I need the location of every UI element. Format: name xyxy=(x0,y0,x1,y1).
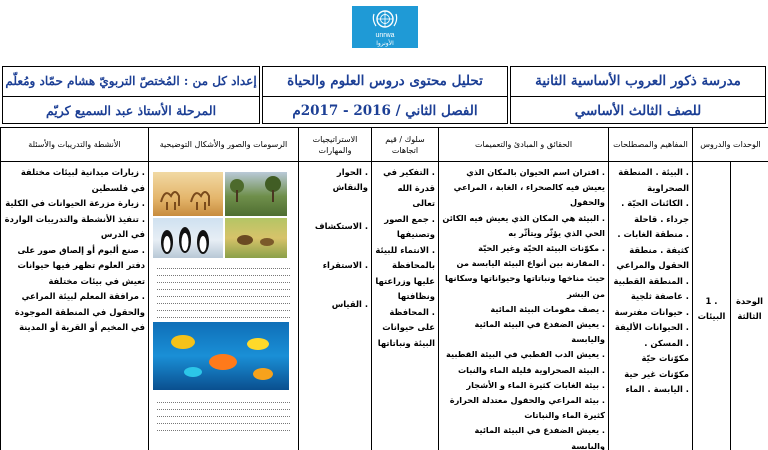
col-header-units: الوحدات والدروس xyxy=(693,128,768,162)
strategies-cell xyxy=(299,162,372,450)
grade-name: للصف الثالث الأساسي xyxy=(511,96,765,124)
content-analysis-table xyxy=(0,127,768,450)
lesson-cell xyxy=(693,162,731,450)
prepared-by: إعداد كل من : المُختصّ التربويّ هشام حمّاد ومُعلّم xyxy=(5,74,257,88)
activity-item: . صنع ألبوم أو إلصاق صور على دفتر العلوم تظهر فيها حيوانات تعيش في بيئات مختلفة xyxy=(17,244,145,286)
fact-item: . يصف مقومات البيئة المائية xyxy=(490,303,605,314)
document-header xyxy=(0,66,768,124)
activity-item: . تنفيذ الأنشطة والتدريبات الواردة في الدرس xyxy=(4,213,145,239)
lesson-name: . 1 البيئات xyxy=(697,295,726,322)
concept-item: . حيوانات مفترسة . الحيوانات الأليفة xyxy=(614,306,689,332)
col-header-strategies: الاستراتيجيات والمهارات xyxy=(299,128,372,162)
activity-item: . مرافقة المعلم لبيئة المراعي والحقول في المنطقة الموجودة في المخيم أو القرية أو المدينة xyxy=(14,291,145,332)
strategy-item: . الاستقراء xyxy=(322,260,368,270)
concept-item: . منطقة الغابات . كثيفة . منطقة الحقول والمراعي xyxy=(616,229,689,270)
fact-item: . اقتران اسم الحيوان بالمكان الذي يعيش فيه كالصحراء ، الغابة ، المراعي والحقول xyxy=(453,167,605,208)
col-header-facts: الحقائق و المبادئ والتعميمات xyxy=(439,128,609,162)
fact-item: . البيئة الصحراوية قليلة الماء والنبات xyxy=(457,364,605,375)
savanna-image xyxy=(225,172,287,216)
col-header-values: سلوك / قيم اتجاهات xyxy=(372,128,439,162)
logo-text-ar: الأونروا xyxy=(376,39,394,47)
fact-item: . يعيش الضفدع في البيئة المائية واليابسة xyxy=(474,319,605,345)
penguins-image xyxy=(153,218,223,258)
fact-item: . البيئة هي المكان الذي يعيش فيه الكائن الحي الذي يؤثّر ويتأثّر به xyxy=(442,212,605,238)
concepts-cell xyxy=(609,162,693,450)
activities-cell xyxy=(1,162,149,450)
fact-item: . بيئة المراعي والحقول معتدلة الحرارة كثيرة الماء والنباتات xyxy=(449,395,605,421)
desert-camels-image xyxy=(153,172,223,216)
wildlife-field-image xyxy=(225,218,287,258)
facts-cell xyxy=(439,162,609,450)
unrwa-logo xyxy=(352,6,418,48)
fact-item: . يعيش الدب القطبي في البيئة القطبية xyxy=(446,349,605,360)
fact-item: . المقارنة بين أنواع البيئة اليابسة من حيث مناخها ونباتاتها وحيواناتها وسكانها من البشر xyxy=(445,258,605,299)
subject-title: تحليل محتوى دروس العلوم والحياة xyxy=(287,73,483,89)
strategy-item: . الاستكشاف xyxy=(314,221,368,231)
col-header-activities: الأنشطة والتدريبات والأسئلة xyxy=(1,128,149,162)
value-item: . جمع الصور وتصنيفها xyxy=(384,213,435,239)
activity-item: . زيارة مزرعة الحيوانات في الكلية xyxy=(5,198,145,208)
strategy-item: . القياس xyxy=(331,299,368,309)
header-school-box xyxy=(510,66,766,124)
concept-item: . المنطقة القطبية . عاصفة ثلجية xyxy=(613,275,689,301)
col-header-illustrations: الرسومات والصور والأشكال التوضيحية xyxy=(149,128,299,162)
semester: الفصل الثاني / 2016 - 2017م xyxy=(263,96,507,124)
fact-item: . بيئة الغابات كثيرة الماء و الأشجار xyxy=(466,379,605,390)
aquatic-fish-image xyxy=(153,322,289,390)
concept-item: . المسكن . مكوّنات حيّة مكوّنات غير حية xyxy=(624,337,689,379)
value-item: . المحافظة على حيوانات البيئة ونباتاتها xyxy=(377,306,435,348)
unit-name: الوحدة الثالثة xyxy=(735,295,764,322)
unit-cell xyxy=(731,162,768,450)
concept-item: . الكائنات الحيّة . جرداء . قاحلة xyxy=(621,198,689,224)
logo-text-en: unrwa xyxy=(375,31,395,39)
un-emblem-icon xyxy=(370,8,400,32)
school-name: مدرسة ذكور العروب الأساسية الثانية xyxy=(535,73,741,89)
worksheet-lines xyxy=(157,262,290,318)
col-header-concepts: المفاهيم والمصطلحات xyxy=(609,128,693,162)
header-subject-box xyxy=(262,66,508,124)
illustrations-collage xyxy=(153,166,294,440)
value-item: . التفكير في قدرة الله تعالى xyxy=(383,167,435,208)
activity-item: . زيارات ميدانية لبيئات مختلفة في فلسطين xyxy=(20,167,145,193)
table-row xyxy=(1,162,768,450)
illustrations-cell xyxy=(149,162,299,450)
concept-item: . البيئة . المنطقة الصحراوية xyxy=(618,167,689,193)
table-header-row xyxy=(1,128,768,162)
strategy-item: . الحوار والنقاش xyxy=(332,167,368,192)
fact-item: . يعيش الضفدع في البيئة المائية واليابسة xyxy=(474,425,605,450)
fact-item: . مكوّنات البيئة الحيّة وغير الحيّة xyxy=(478,243,605,254)
worksheet-lines-bottom xyxy=(157,396,290,431)
concept-item: . اليابسة . الماء xyxy=(625,384,689,394)
value-item: . الانتماء للبيئة بالمحافظة عليها وزراعتها ونظافتها xyxy=(375,244,435,301)
values-cell xyxy=(372,162,439,450)
header-authors-box xyxy=(2,66,260,124)
teacher-name: المرحلة الأستاذ عبد السميع كريّم xyxy=(3,96,259,124)
